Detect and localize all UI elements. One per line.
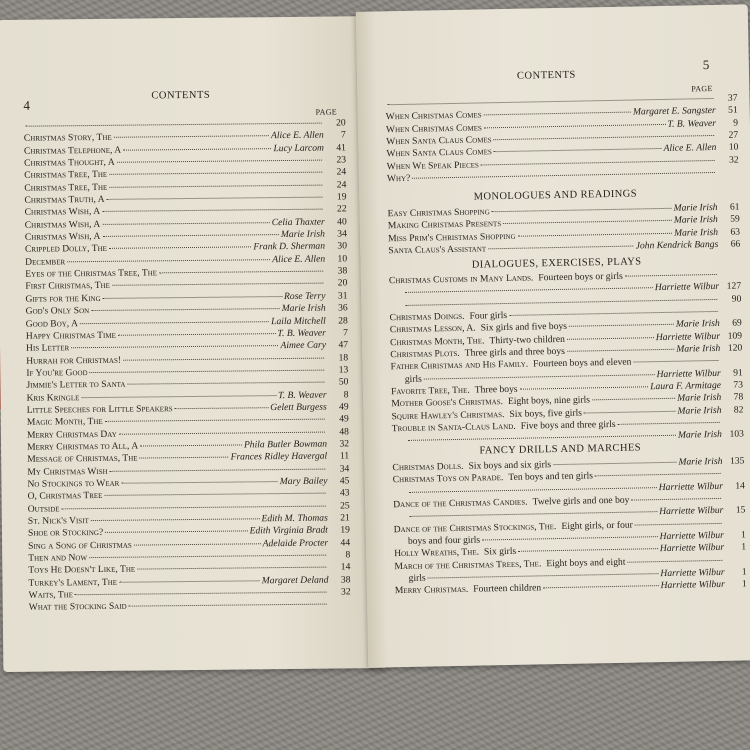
entry-page: 91 [733,367,743,379]
entry-author: Marie Irish [280,228,325,241]
entry-page: 27 [728,129,739,141]
entry-page: 69 [732,317,742,330]
entry-title: Outside [27,503,60,515]
entry-title: Favorite Tree, The. [390,384,470,398]
dot-leader [89,555,326,558]
entry-title: Crippled Dolly, The [24,243,107,256]
entry-author: Marie Irish [673,214,718,227]
entry-page: 40 [337,216,347,228]
entry-title: Christmas Truth, A [24,193,105,206]
section-heading-drills: FANCY DRILLS AND MARCHES [479,442,642,457]
dot-leader [488,246,634,250]
entry-title: Mother Goose's Christmas. [391,396,504,410]
entry-page: 78 [733,391,744,404]
entry-author: Marie Irish [677,404,722,417]
dot-leader [503,220,672,224]
entry-author: Alice E. Allen [272,253,326,265]
entry-page: 47 [338,339,349,351]
dot-leader [91,308,280,311]
entry-note: Fourteen boys or girls [538,270,623,284]
dot-leader [481,160,715,165]
dot-leader [492,208,672,212]
entry-page: 63 [730,226,741,238]
entry-author: John Kendrick Bangs [635,238,719,252]
dot-leader [569,324,674,327]
entry-page: 82 [733,404,744,416]
entry-title: Easy Christmas Shopping [387,206,490,220]
entry-page: 24 [336,166,347,178]
entry-author: Rose Terry [283,290,326,302]
dot-leader [409,512,657,518]
dot-leader [159,271,323,274]
entry-title: Turkey's Lament, The [28,576,118,589]
entry-title: Magic Month, The [26,416,103,428]
entry-page: 22 [336,203,347,215]
entry-note: Three boys [474,383,518,396]
entry-author: Harriette Wilbur [659,505,724,518]
entry-page: 18 [338,351,349,363]
entry-author: Mary Bailey [279,475,328,488]
dot-leader [484,112,631,116]
entry-title: Dance of the Christmas Stockings, The. [393,520,557,535]
entry-author: Edith Virginia Bradt [249,524,329,537]
dot-leader [409,487,657,493]
entry-page: 43 [339,487,350,499]
entry-page: 14 [340,561,351,573]
entry-title: Then and Now [28,552,88,564]
entry-note: Twelve girls and one boy [532,494,630,508]
dot-leader [482,536,658,540]
dot-leader [405,299,717,306]
entry-title: Waits, The [28,589,74,601]
entry-author: Harriette Wilbur [655,330,721,343]
dot-leader [80,321,269,324]
right-page [356,4,750,667]
entry-note: Four girls [469,310,508,322]
entry-page: 66 [730,238,741,250]
dot-leader [129,604,327,607]
entry-title: Merry Christmas to All, A [27,440,139,453]
entry-author: Harriette Wilbur [659,529,724,543]
entry-author: T. B. Weaver [667,117,717,130]
entry-author: Marie Irish [673,226,719,239]
dot-leader [71,345,278,348]
dot-leader [75,592,327,596]
entry-title: Christmas Customs in Many Lands. [388,272,534,287]
entry-author: Aimee Cary [280,339,327,352]
dot-leader [123,357,324,360]
entry-title: Christmas Dolls. [392,460,464,474]
entry-author: Frank D. Sherman [253,241,326,253]
entry-page: 11 [339,450,350,462]
dot-leader [140,444,242,446]
entry-author: Harriette Wilbur [658,480,724,493]
entry-note: Thirty-two children [489,333,565,347]
entry-author: Marie Irish [677,429,723,442]
entry-page: 14 [735,480,746,492]
entry-title: If You're Good [26,366,88,379]
entry-page: 20 [337,277,348,289]
entry-title: Christmas Lesson, A. [389,322,476,336]
entry-title: First Christmas, The [25,280,110,293]
entry-page: 24 [336,179,347,191]
entry-note: Six girls and five boys [480,321,568,334]
entry-title: No Stockings to Wear [27,477,120,490]
entry-note: Eight boys, nine girls [507,394,591,408]
entry-page: 109 [727,330,743,342]
entry-page: 23 [336,154,347,166]
entry-page: 31 [337,290,348,302]
entry-page: 1 [741,566,747,578]
entry-page: 7 [340,129,346,141]
dot-leader [91,518,260,521]
entry-title: Little Speeches for Little Speakers [26,403,173,416]
entry-title: God's Only Son [25,305,90,317]
entry-page: 73 [733,379,744,391]
dot-leader [117,160,322,163]
entry-author: Harriette Wilbur [654,281,720,294]
entry-author: T. B. Weaver [277,327,326,339]
entry-author: Harriette Wilbur [656,367,721,380]
entry-page: 59 [730,213,740,226]
dot-leader [424,374,655,379]
dot-leader [627,560,722,563]
entry-page: 44 [340,537,351,549]
dot-leader [67,259,270,262]
entry-title: When Santa Claus Comes [386,146,492,160]
entry-author: Harriette Wilbur [659,542,725,555]
entry-page: 10 [728,141,739,154]
entry-title: When Christmas Comes [385,122,482,135]
entry-page: 13 [338,364,349,376]
dot-leader [518,549,658,553]
entry-page: 103 [729,428,745,441]
dot-leader [428,573,659,578]
dot-leader [567,337,654,340]
entry-title: Hurrah for Christmas! [26,354,122,367]
entry-title: Christmas Toys on Parade. [392,472,504,486]
dot-leader [633,360,718,363]
entry-page: 15 [735,504,746,516]
dot-leader [109,184,322,187]
dot-leader [104,493,325,496]
entry-page: 45 [339,475,350,487]
entry-page: 10 [337,253,348,265]
entry-note: boys and four girls [407,534,481,547]
dot-leader [103,296,282,299]
dot-leader [635,523,722,526]
entry-page: 34 [339,462,350,475]
dot-leader [26,123,322,127]
entry-title: December [25,256,66,268]
dot-leader [553,462,676,465]
entry-title: Toys He Doesn't Like, The [28,563,136,577]
entry-page: 50 [338,376,349,388]
dot-leader [121,481,277,484]
entry-page: 32 [339,438,350,450]
entry-author: Laura F. Armitage [650,379,722,393]
entry-note: Six boys, five girls [509,407,583,420]
entry-author: Alice E. Allen [270,129,324,142]
entry-author: Adelaide Procter [262,537,329,549]
entry-title: Holly Wreaths, The. [394,546,480,560]
section-heading-dialogues: DIALOGUES, EXERCISES, PLAYS [471,256,642,271]
entry-title: Miss Prim's Christmas Shopping [387,230,516,244]
entry-title: Christmas Plots. [390,347,460,361]
section-heading-monologues: MONOLOGUES AND READINGS [473,188,638,203]
dot-leader [595,473,721,476]
entry-page: 30 [337,240,348,252]
dot-leader [102,209,322,212]
dot-leader [518,232,673,236]
entry-title: What the Stocking Said [28,601,127,614]
entry-title: Message of Christmas, The [27,452,138,466]
entry-page: 37 [727,92,738,104]
entry-title: Merry Christmas Day [26,428,117,441]
entry-note: Six boys and six girls [468,459,552,472]
entry-title: Jimmie's Letter to Santa [26,378,126,391]
entry-author: Marie Irish [675,318,720,331]
entry-page: 61 [729,201,740,213]
entry-page: 38 [340,574,351,586]
entry-author: Celia Thaxter [271,216,325,228]
page-column-label: PAGE [691,83,713,94]
entry-author: Marie Irish [281,302,326,315]
dot-leader [509,311,717,316]
entry-page: 38 [337,265,348,277]
entry-title: Christmas Wish, A [24,206,101,219]
page-number: 5 [702,57,710,73]
dot-leader [494,148,662,152]
entry-page: 90 [731,293,742,305]
dot-leader [107,197,323,200]
dot-leader [388,98,714,105]
entry-title: Good Boy, A [25,317,79,330]
entry-title: Christmas Wish, A [24,231,101,243]
entry-page: 41 [336,142,347,154]
dot-leader [584,411,676,414]
entry-page: 127 [726,280,742,293]
dot-leader [112,283,323,286]
dot-leader [625,274,717,277]
entry-title: Dance of the Christmas Candies. [393,496,528,511]
entry-title: Father Christmas and His Family. [390,358,529,373]
dot-leader [105,531,247,533]
entry-title: My Christmas Wish [27,465,108,478]
entry-page: 49 [339,401,349,413]
dot-leader [114,136,269,139]
entry-note: Ten boys and ten girls [508,470,594,484]
entry-page: 32 [728,154,739,166]
left-page [0,16,385,672]
entry-author: Marie Irish [673,201,718,214]
dot-leader [408,435,676,441]
entry-note: Eight girls, or four [561,519,633,532]
entry-title: Christmas Tree, The [24,181,108,194]
monologues-list [388,201,741,257]
dot-leader [520,386,649,389]
entry-author: Marie Irish [676,342,721,355]
page-column-label: PAGE [315,107,337,117]
entry-page: 21 [340,512,350,524]
entry-title: Making Christmas Presents [387,218,502,232]
entry-title: When Santa Claus Comes [386,134,492,148]
dot-leader [175,407,269,409]
entry-author: Margaret E. Sangster [632,105,716,118]
entry-title: Kris Kringle [26,391,80,404]
entry-page: 19 [336,191,347,203]
entry-title: Sing a Song of Christmas [28,539,132,552]
entry-page: 9 [733,117,739,129]
dialogues-list [389,268,744,448]
entry-author: Frances Ridley Havergal [230,450,328,463]
entry-author: Marie Irish [678,455,723,468]
entry-title: Christmas Story, The [23,132,112,145]
entry-note: Six girls [483,546,517,558]
entry-note: Five boys and three girls [520,419,616,432]
entry-title: Why? [386,172,411,185]
dot-leader [62,505,326,509]
entry-note: Eight boys and eight [546,556,626,570]
dot-leader [412,172,715,179]
entry-page: 32 [340,586,351,598]
entry-note: Fourteen boys and eleven [533,357,632,370]
entry-title: His Letter [25,342,70,354]
entry-author: Margaret Deland [261,574,329,586]
entry-note: girls [404,373,422,385]
entry-title: Merry Christmas. [394,584,469,597]
entry-page: 49 [339,413,349,425]
entry-page: 1 [740,529,746,541]
dot-leader [618,422,720,425]
entry-title: Squire Hawley's Christmas. [391,408,505,422]
entry-note: Three girls and three boys [464,345,566,359]
page-heading: CONTENTS [516,69,576,82]
dot-leader [134,543,261,545]
entry-page: 28 [338,314,348,326]
entry-note: Fourteen children [473,582,542,596]
dot-leader [118,333,276,336]
dot-leader [119,431,325,434]
entry-author: Marie Irish [677,392,722,405]
dot-leader [109,247,251,249]
dot-leader [127,382,324,385]
dot-leader [109,172,322,175]
contents-list [24,117,351,614]
entry-title: Christmas Month, The. [389,335,485,348]
entry-author: Edith M. Thomas [261,512,328,525]
entry-title: Happy Christmas Time [25,329,116,342]
entry-page: 8 [343,388,349,400]
entry-author: Laila Mitchell [271,315,326,327]
entry-page: 25 [340,500,350,512]
entry-title: Trouble in Santa-Claus Land. [391,420,516,435]
entry-page: 20 [336,117,346,129]
entry-author: Gelett Burgess [270,401,327,414]
entry-page: 51 [728,104,738,117]
dot-leader [119,580,260,582]
entry-page: 7 [343,327,348,339]
entry-page: 135 [729,455,745,467]
dot-leader [81,395,276,398]
dot-leader [567,349,674,352]
dot-leader [405,288,653,294]
entry-page: 34 [337,228,347,240]
entry-title: O, Christmas Tree [27,490,103,503]
entry-page: 36 [337,302,348,314]
dot-leader [494,135,715,140]
entry-title: St. Nick's Visit [27,515,89,527]
entry-title: Gifts for the King [25,292,101,305]
entry-title: Christmas Telephone, A [23,144,122,157]
entry-title: When Christmas Comes [385,109,482,123]
entry-page: 120 [727,342,743,354]
contents-list [385,93,739,186]
dot-leader [543,586,658,589]
dot-leader [90,369,325,372]
dot-leader [102,234,278,237]
dot-leader [137,567,326,570]
entry-title: Eyes of the Christmas Tree, The [25,267,158,280]
dot-leader [484,124,666,128]
page-heading: CONTENTS [151,89,211,102]
entry-author: Phila Butler Bowman [243,438,328,451]
entry-title: When We Speak Pieces [386,159,480,172]
dot-leader [105,419,325,422]
entry-author: Harriette Wilbur [660,566,725,580]
entry-page: 8 [345,549,351,561]
entry-title: Santa Claus's Assistant [388,243,487,257]
dot-leader [140,457,229,459]
entry-page: 1 [741,578,747,590]
toc-entry [29,599,351,615]
dot-leader [102,222,269,225]
entry-author: Harriette Wilbur [660,579,725,592]
entry-page: 19 [340,524,351,536]
entry-note: girls [408,572,426,585]
entry-page: 48 [339,425,349,438]
dot-leader [592,398,675,401]
entry-title: Christmas Doings. [389,310,465,324]
entry-author: Alice E. Allen [663,142,717,155]
entry-author: Lucy Larcom [273,142,325,154]
drills-list [392,455,747,598]
dot-leader [123,148,271,151]
entry-title: Christmas Thought, A [24,156,115,169]
entry-author: T. B. Weaver [277,389,327,401]
entry-page: 1 [741,541,747,553]
dot-leader [110,468,326,471]
entry-title: Christmas Tree, The [24,169,108,182]
entry-title: March of the Christmas Trees, The. [394,558,542,572]
page-number: 4 [23,97,31,113]
entry-title: Christmas Wish, A [24,218,101,231]
entry-title: Shoe or Stocking? [27,527,104,540]
dot-leader [631,498,721,501]
